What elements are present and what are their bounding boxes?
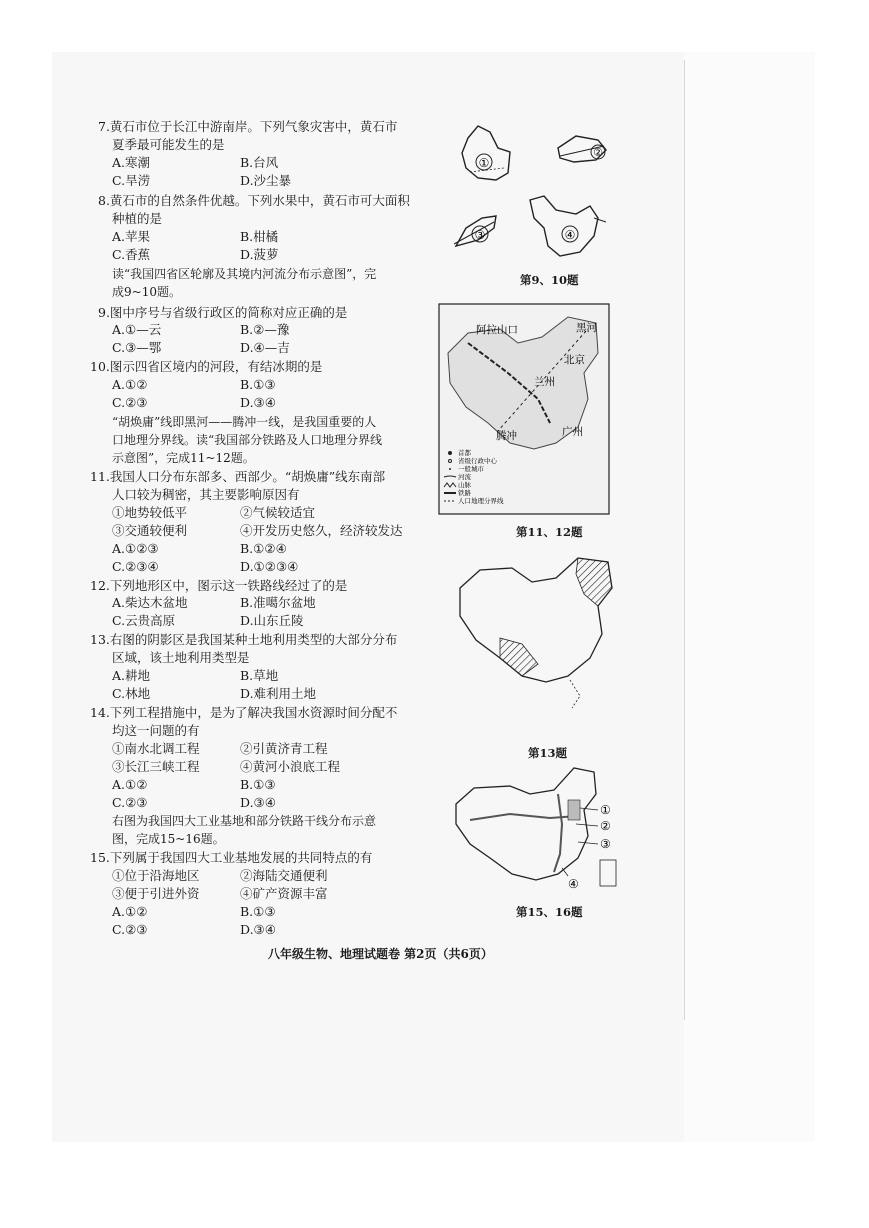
label-tengchong: 腾冲	[496, 430, 517, 442]
label-beijing: 北京	[564, 354, 585, 366]
page-footer: 八年级生物、地理试题卷 第2页（共6页）	[268, 947, 493, 961]
china-outline	[456, 768, 596, 880]
marker-1: ①	[478, 156, 490, 170]
q7-option-c: C.旱涝	[112, 173, 151, 188]
province-outline-4	[530, 196, 598, 256]
label-guangzhou: 广州	[562, 426, 583, 438]
shaded-region-southwest	[500, 638, 538, 676]
q9-option-b: B.②—豫	[240, 322, 290, 337]
intro-15-16-line2: 图，完成15~16题。	[112, 832, 225, 846]
q11-statement-2: ②气候较适宜	[240, 505, 316, 520]
q11-option-d: D.①②③④	[240, 559, 299, 574]
q15-statement-1: ①位于沿海地区	[112, 868, 200, 883]
figure-caption-13: 第13题	[528, 746, 568, 760]
fold-line	[684, 60, 685, 1020]
q7-option-d: D.沙尘暴	[240, 173, 292, 188]
q14-option-c: C.②③	[112, 795, 148, 810]
figure-caption-11-12: 第11、12题	[516, 525, 583, 539]
q11-stem-line1: 11.我国人口分布东部多、西部少。“胡焕庸”线东南部	[90, 469, 386, 484]
q11-option-c: C.②③④	[112, 559, 159, 574]
q14-option-a: A.①②	[112, 777, 148, 792]
q7-stem-line1: 7.黄石市位于长江中游南岸。下列气象灾害中，黄石市	[98, 119, 398, 134]
south-sea-inset	[600, 860, 616, 886]
railway-north-south	[554, 794, 562, 872]
legend-item: 铁路	[458, 489, 471, 497]
margin-strip	[684, 52, 815, 1142]
legend-symbol	[449, 468, 451, 470]
q8-option-d: D.菠萝	[240, 247, 279, 262]
q15-statement-3: ③便于引进外资	[112, 886, 200, 901]
q10-option-d: D.③④	[240, 395, 276, 410]
q11-option-b: B.①②④	[240, 541, 287, 556]
q11-statement-4: ④开发历史悠久，经济较发达	[240, 523, 403, 538]
base-marker-4: ④	[568, 877, 579, 891]
q12-option-d: D.山东丘陵	[240, 613, 304, 628]
intro-9-10-line1: 读“我国四省区轮廓及其境内河流分布示意图”，完	[112, 267, 377, 281]
q15-statement-4: ④矿产资源丰富	[240, 886, 328, 901]
q14-statement-4: ④黄河小浪底工程	[240, 759, 341, 774]
q15-option-a: A.①②	[112, 904, 148, 919]
marker-2: ②	[593, 146, 603, 159]
q15-option-b: B.①③	[240, 904, 276, 919]
q15-option-c: C.②③	[112, 922, 148, 937]
intro-9-10-line2: 成9~10题。	[112, 285, 181, 299]
q12-stem: 12.下列地形区中，图示这一铁路线经过了的是	[90, 578, 348, 593]
industrial-bases-map	[450, 764, 622, 904]
intro-11-12-line3: 示意图”，完成11~12题。	[112, 451, 255, 465]
river-4	[594, 218, 606, 222]
q14-option-d: D.③④	[240, 795, 276, 810]
q14-statement-2: ②引黄济青工程	[240, 741, 328, 756]
q14-stem-line2: 均这一问题的有	[112, 723, 200, 738]
legend-item: 省级行政中心	[458, 457, 497, 465]
leader-line	[580, 808, 598, 810]
q14-stem-line1: 14.下列工程措施中，是为了解决我国水资源时间分配不	[90, 705, 398, 720]
railway-population-map	[438, 303, 610, 515]
legend-item: 一般城市	[458, 465, 484, 473]
q14-statement-1: ①南水北调工程	[112, 741, 200, 756]
q9-option-a: A.①—云	[112, 322, 162, 337]
label-lanzhou: 兰州	[534, 376, 555, 388]
marker-4: ④	[564, 228, 576, 242]
label-alashankou: 阿拉山口	[476, 324, 518, 336]
province-outline-1	[462, 126, 510, 180]
q7-option-b: B.台风	[240, 155, 279, 170]
q12-option-b: B.准噶尔盆地	[240, 595, 316, 610]
q8-option-a: A.苹果	[112, 229, 151, 244]
q8-option-b: B.柑橘	[240, 229, 279, 244]
label-heihe: 黑河	[576, 322, 597, 334]
land-use-map	[452, 548, 617, 738]
q10-option-a: A.①②	[112, 377, 148, 392]
q9-stem: 9.图中序号与省级行政区的简称对应正确的是	[98, 305, 348, 320]
q13-stem-line2: 区域，该土地利用类型是	[112, 650, 250, 665]
intro-11-12-line2: 口地理分界线。读“我国部分铁路及人口地理分界线	[112, 433, 383, 447]
q13-option-c: C.林地	[112, 686, 151, 701]
q12-option-c: C.云贵高原	[112, 613, 176, 628]
shaded-region-northeast	[576, 558, 612, 606]
province-outlines-figure	[448, 118, 618, 268]
base-marker-2: ②	[600, 819, 611, 833]
intro-11-12-line1: “胡焕庸”线即黑河——腾冲一线，是我国重要的人	[112, 415, 377, 429]
figure-caption-15-16: 第15、16题	[516, 905, 583, 919]
q12-option-a: A.柴达木盆地	[112, 595, 188, 610]
q13-option-d: D.难利用土地	[240, 686, 317, 701]
marker-3: ③	[474, 228, 486, 242]
q9-option-c: C.③—鄂	[112, 340, 162, 355]
q10-option-b: B.①③	[240, 377, 276, 392]
q13-stem-line1: 13.右图的阴影区是我国某种土地利用类型的大部分分布	[90, 632, 398, 647]
q8-stem-line1: 8.黄石市的自然条件优越。下列水果中，黄石市可大面积	[98, 193, 410, 208]
intro-15-16-line1: 右图为我国四大工业基地和部分铁路干线分布示意	[112, 814, 377, 828]
legend-item: 首都	[458, 449, 471, 457]
q8-option-c: C.香蕉	[112, 247, 151, 262]
legend-item: 山脉	[458, 481, 471, 489]
q11-statement-1: ①地势较低平	[112, 505, 188, 520]
q7-stem-line2: 夏季最可能发生的是	[112, 137, 225, 152]
legend-item: 河流	[458, 473, 471, 481]
q10-option-c: C.②③	[112, 395, 148, 410]
q15-statement-2: ②海陆交通便利	[240, 868, 328, 883]
q15-stem: 15.下列属于我国四大工业基地发展的共同特点的有	[90, 850, 373, 865]
q13-option-b: B.草地	[240, 668, 279, 683]
leader-line	[578, 842, 598, 844]
q15-option-d: D.③④	[240, 922, 276, 937]
industrial-base-1	[568, 800, 580, 820]
base-marker-1: ①	[600, 803, 611, 817]
q8-stem-line2: 种植的是	[112, 211, 163, 226]
q7-option-a: A.寒潮	[112, 155, 151, 170]
q11-statement-3: ③交通较便利	[112, 523, 188, 538]
q13-option-a: A.耕地	[112, 668, 151, 683]
figure-caption-9-10: 第9、10题	[520, 273, 579, 287]
q9-option-d: D.④—吉	[240, 340, 290, 355]
q11-stem-line2: 人口较为稠密，其主要影响原因有	[112, 487, 300, 502]
south-sea-islands	[570, 680, 580, 708]
q14-statement-3: ③长江三峡工程	[112, 759, 200, 774]
q10-stem: 10.图示四省区境内的河段，有结冰期的是	[90, 359, 323, 374]
legend-item: 人口地理分界线	[458, 497, 504, 505]
legend-symbol	[448, 451, 452, 455]
q11-option-a: A.①②③	[112, 541, 159, 556]
q14-option-b: B.①③	[240, 777, 276, 792]
base-marker-3: ③	[600, 837, 611, 851]
